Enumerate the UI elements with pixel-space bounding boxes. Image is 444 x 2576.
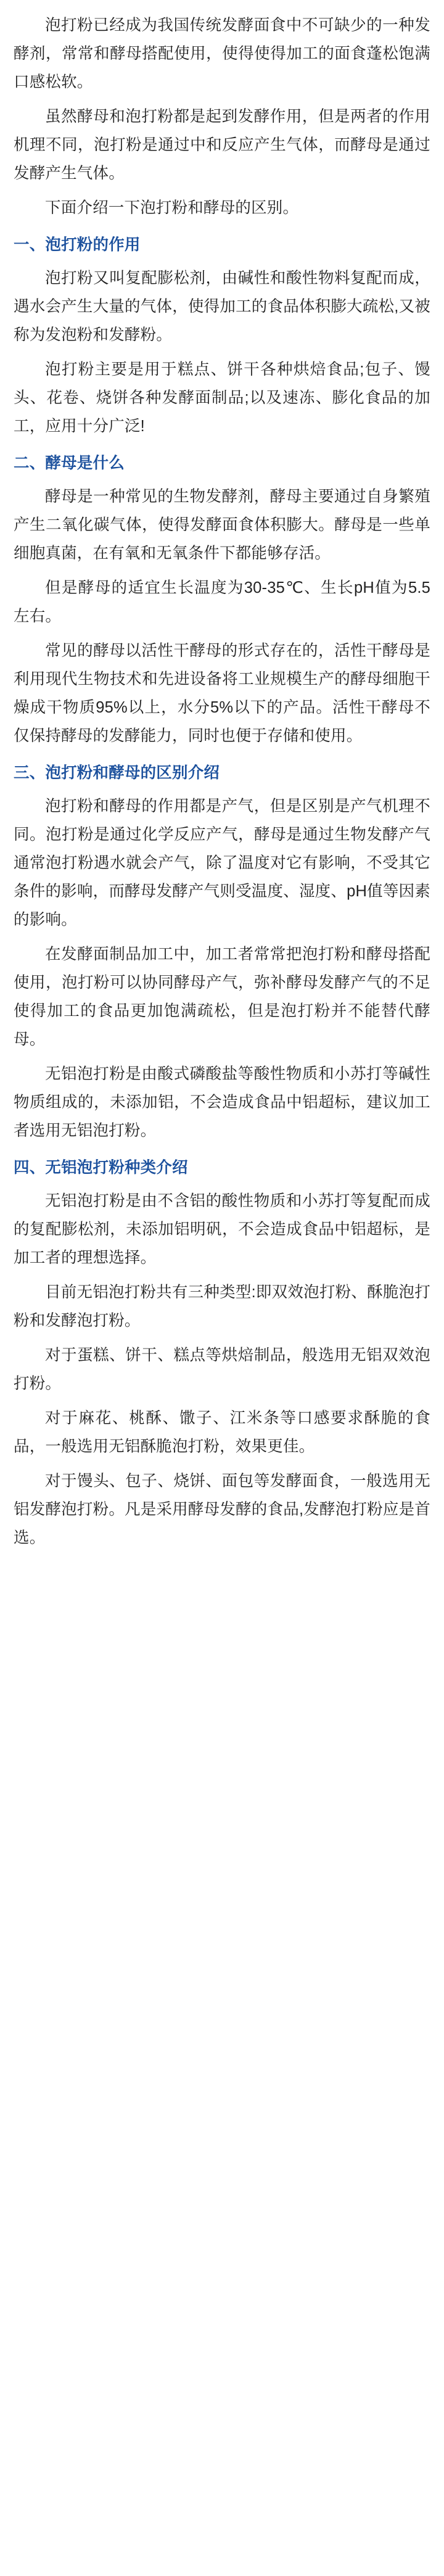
body-paragraph: 无铝泡打粉是由酸式磷酸盐等酸性物质和小苏打等碱性物质组成的，未添加铝，不会造成食品中铝超标，建议加工者选用无铝泡打粉。 xyxy=(14,1065,430,1139)
body-paragraph: 对于馒头、包子、烧饼、面包等发酵面食，一般选用无铝发酵泡打粉。凡是采用酵母发酵的食品,发酵泡打粉应是首选。 xyxy=(14,1472,430,1546)
section-heading: 二、酵母是什么 xyxy=(14,455,125,472)
section-heading: 一、泡打粉的作用 xyxy=(14,236,141,254)
body-paragraph: 下面介绍一下泡打粉和酵母的区别。 xyxy=(45,199,299,217)
body-paragraph: 对于蛋糕、饼干、糕点等烘焙制品，般选用无铝双效泡打粉。 xyxy=(14,1347,430,1392)
body-paragraph: 泡打粉已经成为我国传统发酵面食中不可缺少的一种发酵剂，常常和酵母搭配使用，使得使得加工的面食蓬松饱满口感松软。 xyxy=(14,17,430,91)
section-heading: 四、无铝泡打粉种类介绍 xyxy=(14,1159,188,1176)
body-paragraph: 在发酵面制品加工中，加工者常常把泡打粉和酵母搭配使用，泡打粉可以协同酵母产气，弥补酵母发酵产气的不足使得加工的食品更加饱满疏松，但是泡打粉并不能替代酵母。 xyxy=(14,946,430,1048)
body-paragraph: 泡打粉和酵母的作用都是产气，但是区别是产气机理不同。泡打粉是通过化学反应产气，酵母是通过生物发酵产气通常泡打粉遇水就会产气，除了温度对它有影响，不受其它条件的影响，而酵母发酵产气则受温度、湿度、pH值等因素的影响。 xyxy=(14,798,430,928)
body-paragraph: 常见的酵母以活性干酵母的形式存在的，活性干酵母是利用现代生物技术和先进设备将工业规模生产的酵母细胞干燥成干物质95%以上，水分5%以下的产品。活性干酵母不仅保持酵母的发酵能力，同时也便于存储和使用。 xyxy=(14,642,430,745)
body-paragraph: 目前无铝泡打粉共有三种类型:即双效泡打粉、酥脆泡打粉和发酵泡打粉。 xyxy=(14,1284,430,1329)
section-heading: 三、泡打粉和酵母的区别介绍 xyxy=(14,764,220,782)
body-paragraph: 无铝泡打粉是由不含铝的酸性物质和小苏打等复配而成的复配膨松剂，未添加铝明矾，不会造成食品中铝超标，是加工者的理想选择。 xyxy=(14,1192,430,1266)
body-paragraph: 酵母是一种常见的生物发酵剂，酵母主要通过自身繁殖产生二氧化碳气体，使得发酵面食体积膨大。酵母是一些单细胞真菌，在有氧和无氧条件下都能够存活。 xyxy=(14,488,430,562)
body-paragraph: 虽然酵母和泡打粉都是起到发酵作用，但是两者的作用机理不同，泡打粉是通过中和反应产生气体，而酵母是通过发酵产生气体。 xyxy=(14,108,430,182)
body-paragraph: 但是酵母的适宜生长温度为30-35℃、生长pH值为5.5左右。 xyxy=(14,579,430,625)
body-paragraph: 泡打粉又叫复配膨松剂，由碱性和酸性物料复配而成，遇水会产生大量的气体，使得加工的食品体积膨大疏松,又被称为发泡粉和发酵粉。 xyxy=(14,270,430,344)
body-paragraph: 对于麻花、桃酥、馓子、江米条等口感要求酥脆的食品，一般选用无铝酥脆泡打粉，效果更佳。 xyxy=(14,1410,430,1455)
body-paragraph: 泡打粉主要是用于糕点、饼干各种烘焙食品;包子、馒头、花卷、烧饼各种发酵面制品;以及速冻、膨化食品的加工，应用十分广泛! xyxy=(14,361,430,435)
